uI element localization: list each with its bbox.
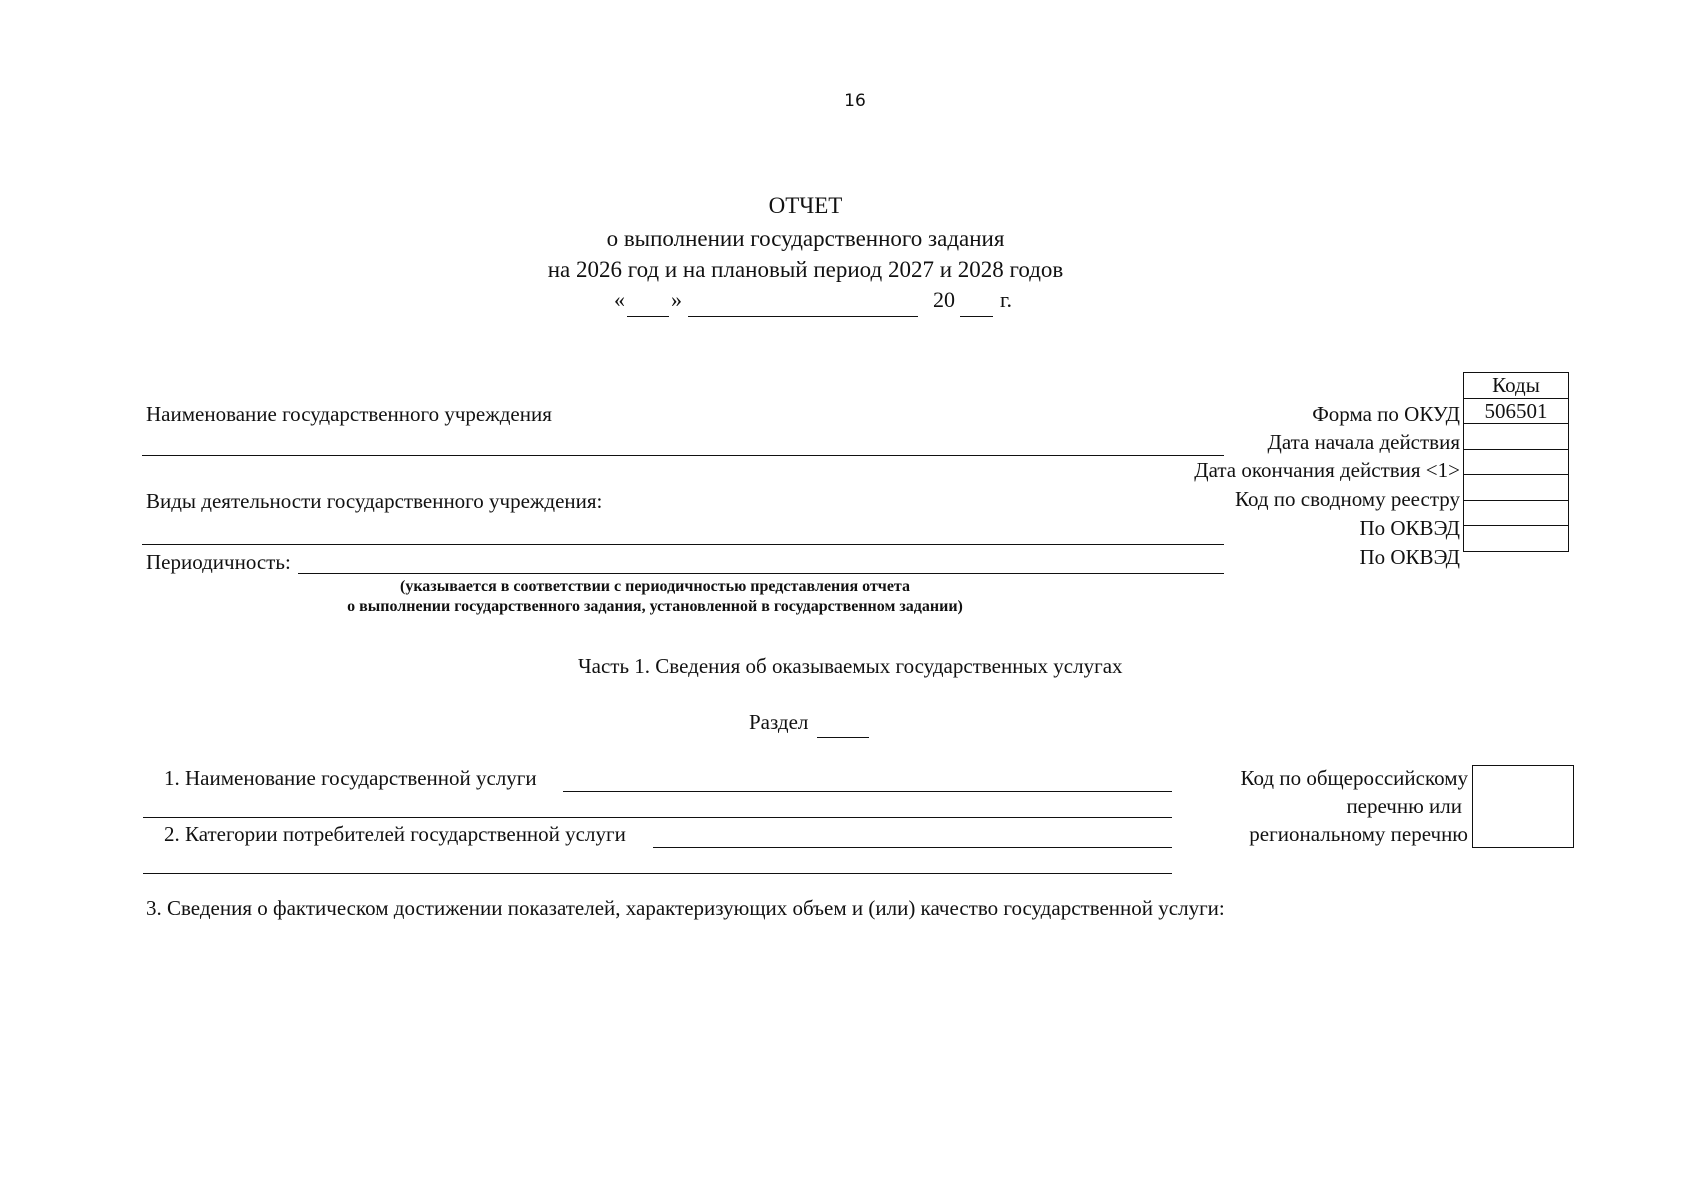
report-period: на 2026 год и на плановый период 2027 и 2028 годов [547,257,1064,282]
activity-types-label: Виды деятельности государственного учреждения: [146,489,603,513]
section-number-blank[interactable] [817,737,869,738]
periodicity-label: Периодичность: [146,550,291,574]
item3-label: 3. Сведения о фактическом достижении показателей, характеризующих объем и (или) качество государственной услуги: [146,896,1225,920]
date-year-suffix: г. [1000,287,1013,312]
service-code-box[interactable] [1472,765,1574,848]
code-end-date-value[interactable] [1464,449,1569,475]
section-label: Раздел [749,710,809,734]
periodicity-note-line1: (указывается в соответствии с периодичностью представления отчета [400,578,910,595]
item2-label: 2. Категории потребителей государственной услуги [164,822,626,846]
codes-table [1463,372,1569,552]
periodicity-note-line2: о выполнении государственного задания, установленной в государственном задании) [347,598,963,615]
code-registry-value[interactable] [1464,475,1569,501]
code-label-okved-1: По ОКВЭД [1359,516,1460,540]
part1-title: Часть 1. Сведения об оказываемых государственных услугах [578,654,1123,678]
code-okved-value-1[interactable] [1464,500,1569,526]
activity-types-line[interactable] [142,544,1224,545]
item2-line[interactable] [653,847,1172,848]
date-close-quote: » [671,287,682,312]
code-okved-value-2[interactable] [1464,526,1569,552]
periodicity-line[interactable] [298,573,1224,574]
item1-line-2[interactable] [143,817,1172,818]
date-open-quote: « [614,287,625,312]
item2-line-2[interactable] [143,873,1172,874]
code-label-registry: Код по сводному реестру [1235,487,1460,511]
institution-name-line[interactable] [142,455,1224,456]
item1-label: 1. Наименование государственной услуги [164,766,537,790]
page-number: 16 [844,91,866,111]
institution-name-label: Наименование государственного учреждения [146,402,552,426]
code-okud-value[interactable]: 506501 [1464,398,1569,424]
code-label-okved-2: По ОКВЭД [1359,545,1460,569]
item1-line[interactable] [563,791,1172,792]
codes-header: Коды [1464,373,1569,399]
code-start-date-value[interactable] [1464,424,1569,450]
code-label-end-date: Дата окончания действия <1> [1194,458,1460,482]
service-code-label-line2: перечню или [1346,794,1462,818]
report-subtitle: о выполнении государственного задания [606,226,1005,251]
date-year-prefix: 20 [933,287,955,312]
date-day-blank[interactable] [627,316,669,317]
date-month-blank[interactable] [688,316,918,317]
report-title: ОТЧЕТ [768,193,843,218]
code-label-start-date: Дата начала действия [1267,430,1460,454]
service-code-label-line1: Код по общероссийскому [1240,766,1468,790]
service-code-label-line3: региональному перечню [1249,822,1468,846]
code-label-okud: Форма по ОКУД [1312,402,1460,426]
date-year-blank[interactable] [960,316,993,317]
